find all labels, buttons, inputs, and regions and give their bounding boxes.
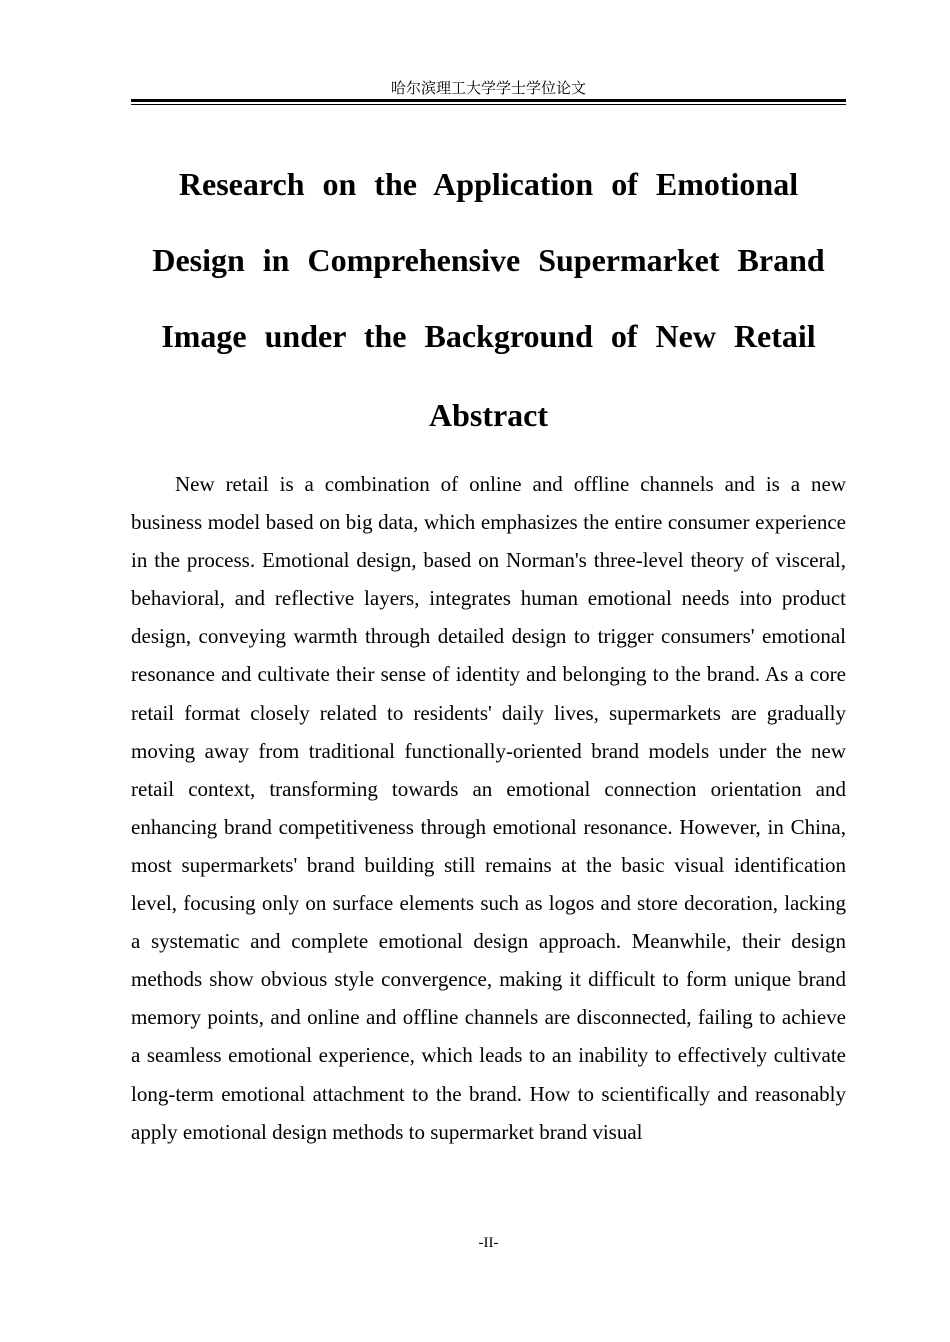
- header-rule-thick: [131, 99, 846, 102]
- running-header: 哈尔滨理工大学学士学位论文: [390, 79, 586, 97]
- page-number: -II-: [478, 1235, 499, 1251]
- header-rule-thin: [131, 104, 846, 105]
- abstract-paragraph: New retail is a combination of online and offline channels and is a new business model based on big data, which emphasizes the entire consumer experience in the process. Emotional design, based on Norman's three-level theory of visceral, behavioral, and reflective layers, integrates human emotional needs into product design, conveying warmth through detailed design to trigger consumers' emotional resonance and cultivate their sense of identity and belonging to the brand. As a core retail format closely related to residents' daily lives, supermarkets are gradually moving away from traditional functionally-oriented brand models under the new retail context, transforming towards an emotional connection orientation and enhancing brand competitiveness through emotional resonance. However, in China, most supermarkets' brand building still remains at the basic visual identification level, focusing only on surface elements such as logos and store decoration, lacking a systematic and complete emotional design approach. Meanwhile, their design methods show obvious style convergence, making it difficult to form unique brand memory points, and online and offline channels are disconnected, failing to achieve a seamless emotional experience, which leads to an inability to effectively cultivate long-term emotional attachment to the brand. How to scientifically and reasonably apply emotional design methods to supermarket brand visual: [131, 472, 846, 1144]
- thesis-title: Research on the Application of Emotional Design in Comprehensive Supermarket Brand Image under the Background of New Retail: [152, 166, 825, 354]
- abstract-heading: Abstract: [428, 397, 549, 433]
